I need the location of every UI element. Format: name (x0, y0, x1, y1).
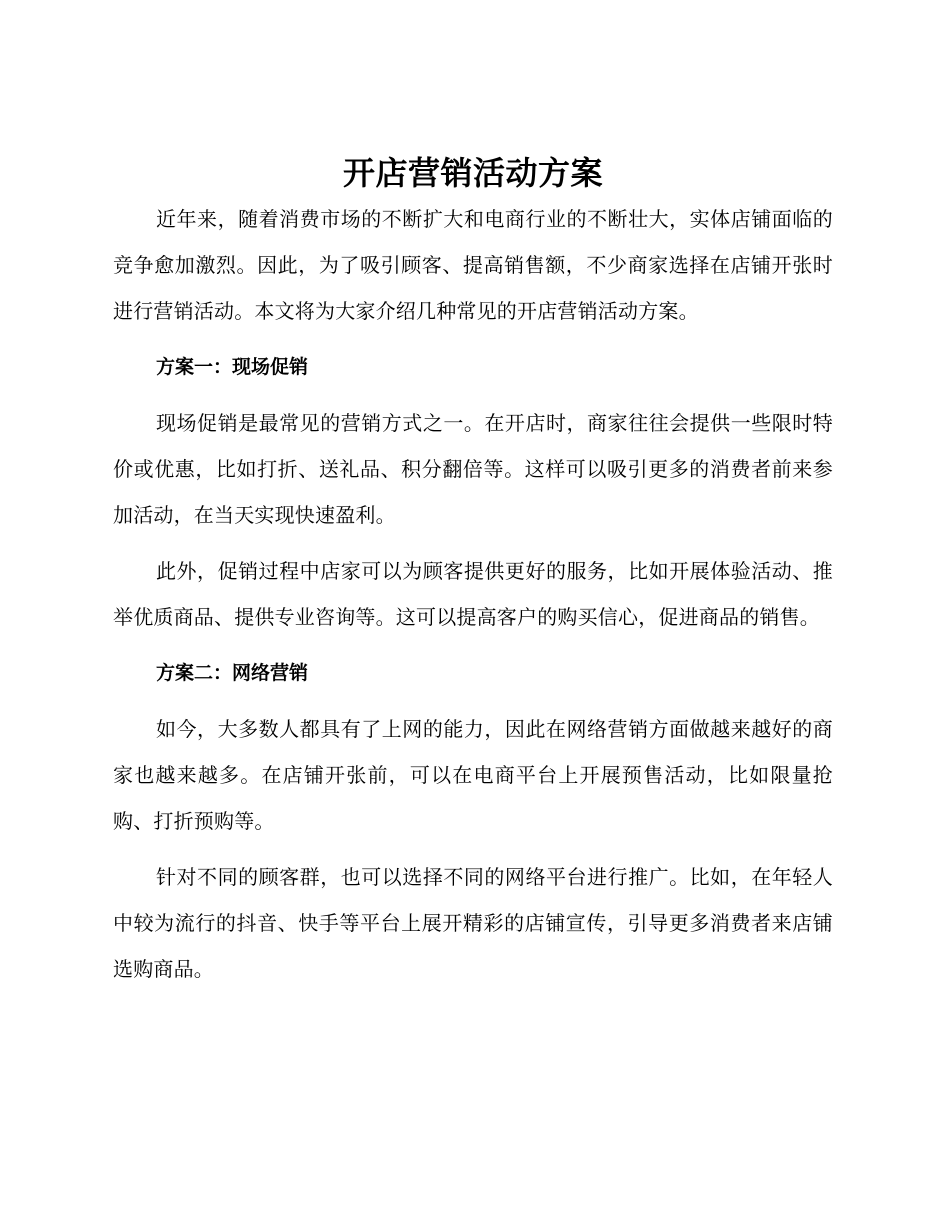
section-1-paragraph-1: 现场促销是最常见的营销方式之一。在开店时，商家往往会提供一些限时特价或优惠，比如打折、送礼品、积分翻倍等。这样可以吸引更多的消费者前来参加活动，在当天实现快速盈利。 (113, 411, 833, 527)
section-2-paragraph-1: 如今，大多数人都具有了上网的能力，因此在网络营销方面做越来越好的商家也越来越多。在店铺开张前，可以在电商平台上开展预售活动，比如限量抢购、打折预购等。 (113, 717, 833, 833)
spacer (113, 844, 833, 854)
document-title: 开店营销活动方案 (342, 154, 603, 192)
section-heading-1: 方案一：现场促销 (156, 356, 309, 378)
section-1-paragraph-2: 此外，促销过程中店家可以为顾客提供更好的服务，比如开展体验活动、推举优质商品、提供专业咨询等。这可以提高客户的购买信心，促进商品的销售。 (113, 559, 833, 629)
spacer (113, 696, 833, 706)
document-page (113, 150, 833, 992)
intro-paragraph: 近年来，随着消费市场的不断扩大和电商行业的不断壮大，实体店铺面临的竞争愈加激烈。因此，为了吸引顾客、提高销售额，不少商家选择在店铺开张时进行营销活动。本文将为大家介绍几种常见的开店营销活动方案。 (113, 207, 833, 323)
spacer (113, 334, 833, 344)
spacer (113, 390, 833, 400)
spacer (113, 640, 833, 650)
spacer (113, 538, 833, 548)
section-2-paragraph-2: 针对不同的顾客群，也可以选择不同的网络平台进行推广。比如，在年轻人中较为流行的抖音、快手等平台上展开精彩的店铺宣传，引导更多消费者来店铺选购商品。 (113, 865, 833, 981)
section-heading-2: 方案二：网络营销 (156, 662, 309, 684)
